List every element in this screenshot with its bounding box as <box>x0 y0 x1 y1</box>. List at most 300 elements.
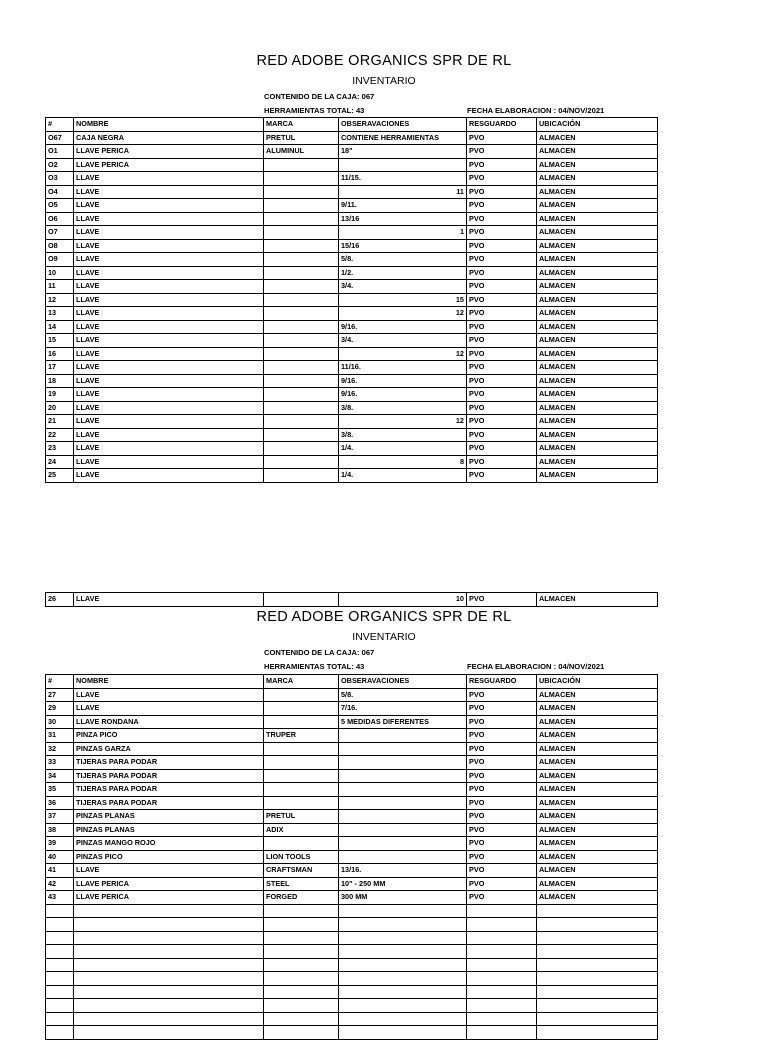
cell-location: ALMACEN <box>537 280 658 294</box>
cell-observations <box>339 837 467 851</box>
cell-location: ALMACEN <box>537 850 658 864</box>
cell-brand: MARCA <box>264 118 339 132</box>
cell-observations: 7/16. <box>339 702 467 716</box>
cell-location: ALMACEN <box>537 877 658 891</box>
cell-number: 29 <box>46 702 74 716</box>
cell-location: ALMACEN <box>537 320 658 334</box>
cell-name: LLAVE RONDANA <box>74 715 264 729</box>
cell-number: 22 <box>46 428 74 442</box>
cell-name: TIJERAS PARA PODAR <box>74 756 264 770</box>
cell-location: ALMACEN <box>537 347 658 361</box>
cell-location: ALMACEN <box>537 226 658 240</box>
table-row <box>46 837 658 851</box>
cell-number <box>46 918 74 932</box>
cell-name: PINZAS MANGO ROJO <box>74 837 264 851</box>
cell-number: 19 <box>46 388 74 402</box>
cell-observations: 11/16. <box>339 361 467 375</box>
cell-observations: 12 <box>339 415 467 429</box>
cell-location: UBICACIÓN <box>537 675 658 689</box>
cell-number: O2 <box>46 158 74 172</box>
cell-number: 23 <box>46 442 74 456</box>
cell-observations <box>339 945 467 959</box>
cell-brand: TRUPER <box>264 729 339 743</box>
cell-name <box>74 958 264 972</box>
cell-location <box>537 918 658 932</box>
cell-location: ALMACEN <box>537 442 658 456</box>
cell-brand <box>264 172 339 186</box>
cell-observations: OBSERAVACIONES <box>339 118 467 132</box>
cell-brand <box>264 401 339 415</box>
cell-custody: RESGUARDO <box>467 675 537 689</box>
cell-observations: 1/4. <box>339 442 467 456</box>
inventory-table <box>45 117 658 483</box>
empty-row <box>46 931 658 945</box>
table-row <box>46 307 658 321</box>
cell-name <box>74 904 264 918</box>
table-row <box>46 334 658 348</box>
cell-brand <box>264 715 339 729</box>
cell-name: LLAVE PERICA <box>74 158 264 172</box>
cell-observations: 9/16. <box>339 388 467 402</box>
cell-name <box>74 1026 264 1040</box>
cell-brand <box>264 904 339 918</box>
cell-custody: PVO <box>467 334 537 348</box>
empty-row <box>46 985 658 999</box>
table-row <box>46 131 658 145</box>
cell-custody: PVO <box>467 729 537 743</box>
cell-number: 41 <box>46 864 74 878</box>
table-row <box>46 347 658 361</box>
tool-total-label: HERRAMIENTAS TOTAL: 43 <box>264 662 365 671</box>
table-row <box>46 688 658 702</box>
cell-observations: 15 <box>339 293 467 307</box>
cell-observations: 18" <box>339 145 467 159</box>
cell-brand <box>264 972 339 986</box>
cell-brand <box>264 239 339 253</box>
cell-custody: PVO <box>467 715 537 729</box>
cell-number: 13 <box>46 307 74 321</box>
cell-observations <box>339 985 467 999</box>
cell-number: 30 <box>46 715 74 729</box>
table-row <box>46 226 658 240</box>
cell-name: NOMBRE <box>74 675 264 689</box>
cell-custody: PVO <box>467 347 537 361</box>
cell-custody: PVO <box>467 428 537 442</box>
cell-brand: PRETUL <box>264 131 339 145</box>
cell-custody <box>467 958 537 972</box>
cell-custody: PVO <box>467 388 537 402</box>
cell-observations <box>339 1012 467 1026</box>
cell-observations <box>339 918 467 932</box>
table-row <box>46 442 658 456</box>
table-row <box>46 401 658 415</box>
cell-observations <box>339 958 467 972</box>
company-title: RED ADOBE ORGANICS SPR DE RL <box>256 53 512 69</box>
document-subtitle: INVENTARIO <box>352 631 416 643</box>
cell-brand: ADIX <box>264 823 339 837</box>
cell-name: TIJERAS PARA PODAR <box>74 783 264 797</box>
table-row <box>46 810 658 824</box>
cell-custody: PVO <box>467 199 537 213</box>
cell-custody: PVO <box>467 455 537 469</box>
cell-name: PINZAS PLANAS <box>74 823 264 837</box>
cell-brand <box>264 293 339 307</box>
cell-custody: PVO <box>467 442 537 456</box>
cell-observations: 8 <box>339 455 467 469</box>
cell-number: 16 <box>46 347 74 361</box>
document-subtitle: INVENTARIO <box>352 75 416 87</box>
table-row <box>46 280 658 294</box>
cell-observations <box>339 904 467 918</box>
cell-location: ALMACEN <box>537 783 658 797</box>
cell-observations: 1 <box>339 226 467 240</box>
cell-name: LLAVE <box>74 702 264 716</box>
cell-number: O1 <box>46 145 74 159</box>
cell-number: 24 <box>46 455 74 469</box>
cell-number: 21 <box>46 415 74 429</box>
cell-custody: PVO <box>467 212 537 226</box>
cell-name: LLAVE <box>74 320 264 334</box>
cell-location: ALMACEN <box>537 823 658 837</box>
cell-custody <box>467 985 537 999</box>
cell-observations: 3/4. <box>339 334 467 348</box>
cell-observations: 12 <box>339 307 467 321</box>
cell-name: LLAVE <box>74 293 264 307</box>
cell-number: O6 <box>46 212 74 226</box>
cell-custody <box>467 904 537 918</box>
cell-observations <box>339 783 467 797</box>
cell-location: ALMACEN <box>537 715 658 729</box>
cell-brand: MARCA <box>264 675 339 689</box>
cell-name: LLAVE <box>74 199 264 213</box>
cell-name: CAJA NEGRA <box>74 131 264 145</box>
cell-location: ALMACEN <box>537 455 658 469</box>
cell-observations: 12 <box>339 347 467 361</box>
cell-number: 32 <box>46 742 74 756</box>
cell-custody: PVO <box>467 266 537 280</box>
cell-brand <box>264 918 339 932</box>
cell-location: ALMACEN <box>537 334 658 348</box>
cell-location: ALMACEN <box>537 131 658 145</box>
cell-brand: PRETUL <box>264 810 339 824</box>
empty-row <box>46 999 658 1013</box>
cell-custody: PVO <box>467 145 537 159</box>
cell-custody <box>467 931 537 945</box>
cell-custody: PVO <box>467 293 537 307</box>
cell-brand <box>264 769 339 783</box>
cell-name: LLAVE <box>74 172 264 186</box>
cell-name: LLAVE <box>74 266 264 280</box>
cell-location: ALMACEN <box>537 145 658 159</box>
cell-brand <box>264 320 339 334</box>
cell-number: 20 <box>46 401 74 415</box>
cell-observations: 3/8. <box>339 401 467 415</box>
empty-row <box>46 918 658 932</box>
cell-custody <box>467 945 537 959</box>
cell-brand <box>264 688 339 702</box>
cell-location: ALMACEN <box>537 688 658 702</box>
cell-location <box>537 985 658 999</box>
cell-brand <box>264 307 339 321</box>
empty-row <box>46 945 658 959</box>
cell-location <box>537 999 658 1013</box>
cell-brand <box>264 280 339 294</box>
cell-observations <box>339 796 467 810</box>
table-row <box>46 891 658 905</box>
cell-observations: OBSERAVACIONES <box>339 675 467 689</box>
cell-custody: PVO <box>467 374 537 388</box>
table-row <box>46 158 658 172</box>
cell-custody: PVO <box>467 469 537 483</box>
cell-number: O7 <box>46 226 74 240</box>
cell-number: 35 <box>46 783 74 797</box>
cell-observations <box>339 810 467 824</box>
cell-location: ALMACEN <box>537 253 658 267</box>
cell-name <box>74 945 264 959</box>
cell-location: ALMACEN <box>537 796 658 810</box>
cell-brand <box>264 212 339 226</box>
cell-name: LLAVE <box>74 442 264 456</box>
cell-name: LLAVE <box>74 864 264 878</box>
cell-brand <box>264 837 339 851</box>
cell-name: LLAVE <box>74 361 264 375</box>
cell-brand <box>264 388 339 402</box>
cell-custody: PVO <box>467 783 537 797</box>
cell-number: 38 <box>46 823 74 837</box>
empty-row <box>46 904 658 918</box>
cell-location: ALMACEN <box>537 891 658 905</box>
cell-observations <box>339 850 467 864</box>
cell-number: 10 <box>46 266 74 280</box>
cell-brand <box>264 1026 339 1040</box>
table-row <box>46 361 658 375</box>
cell-custody: PVO <box>467 239 537 253</box>
cell-number: 36 <box>46 796 74 810</box>
cell-observations <box>339 769 467 783</box>
box-contents-label: CONTENIDO DE LA CAJA: 067 <box>264 648 375 657</box>
cell-name: LLAVE <box>74 401 264 415</box>
table-row <box>46 212 658 226</box>
cell-brand <box>264 985 339 999</box>
cell-brand: FORGED <box>264 891 339 905</box>
cell-number <box>46 1012 74 1026</box>
cell-number: 11 <box>46 280 74 294</box>
cell-location <box>537 1026 658 1040</box>
cell-brand <box>264 1012 339 1026</box>
cell-number: O5 <box>46 199 74 213</box>
cell-location: ALMACEN <box>537 756 658 770</box>
cell-observations: 9/16. <box>339 320 467 334</box>
table-row <box>46 415 658 429</box>
cell-name: TIJERAS PARA PODAR <box>74 796 264 810</box>
cell-number <box>46 985 74 999</box>
empty-row <box>46 1026 658 1040</box>
cell-custody: PVO <box>467 837 537 851</box>
cell-observations: 11 <box>339 185 467 199</box>
cell-number: 25 <box>46 469 74 483</box>
cell-name: LLAVE <box>74 455 264 469</box>
cell-name <box>74 972 264 986</box>
cell-location: ALMACEN <box>537 266 658 280</box>
cell-location: ALMACEN <box>537 374 658 388</box>
table-row <box>46 796 658 810</box>
cell-observations: CONTIENE HERRAMIENTAS <box>339 131 467 145</box>
cell-custody: PVO <box>467 877 537 891</box>
cell-observations <box>339 756 467 770</box>
cell-observations: 5/8. <box>339 253 467 267</box>
cell-number: 33 <box>46 756 74 770</box>
table-row <box>46 293 658 307</box>
table-row <box>46 428 658 442</box>
cell-brand <box>264 442 339 456</box>
table-row <box>46 756 658 770</box>
cell-custody: PVO <box>467 401 537 415</box>
cell-observations <box>339 158 467 172</box>
cell-brand <box>264 347 339 361</box>
cell-number: O3 <box>46 172 74 186</box>
cell-name: LLAVE <box>74 415 264 429</box>
cell-number: O67 <box>46 131 74 145</box>
table-row <box>46 253 658 267</box>
cell-custody: PVO <box>467 172 537 186</box>
table-row <box>46 239 658 253</box>
cell-location: ALMACEN <box>537 864 658 878</box>
cell-name: LLAVE <box>74 185 264 199</box>
cell-brand <box>264 185 339 199</box>
cell-number: 43 <box>46 891 74 905</box>
cell-number: 15 <box>46 334 74 348</box>
cell-custody: PVO <box>467 226 537 240</box>
cell-name: LLAVE <box>74 428 264 442</box>
cell-brand <box>264 999 339 1013</box>
cell-observations: 3/4. <box>339 280 467 294</box>
cell-number <box>46 931 74 945</box>
cell-custody: PVO <box>467 253 537 267</box>
cell-custody: PVO <box>467 185 537 199</box>
cell-name <box>74 1012 264 1026</box>
cell-brand <box>264 226 339 240</box>
cell-name: LLAVE <box>74 374 264 388</box>
cell-brand <box>264 415 339 429</box>
table-row <box>46 593 658 607</box>
cell-name: PINZAS PLANAS <box>74 810 264 824</box>
cell-number: 42 <box>46 877 74 891</box>
cell-location: ALMACEN <box>537 428 658 442</box>
cell-location: ALMACEN <box>537 158 658 172</box>
table-row <box>46 266 658 280</box>
cell-custody: PVO <box>467 891 537 905</box>
cell-observations: 300 MM <box>339 891 467 905</box>
cell-observations <box>339 1026 467 1040</box>
cell-location: ALMACEN <box>537 810 658 824</box>
cell-number: 27 <box>46 688 74 702</box>
cell-number: 18 <box>46 374 74 388</box>
cell-brand: STEEL <box>264 877 339 891</box>
cell-number: 31 <box>46 729 74 743</box>
cell-location: ALMACEN <box>537 293 658 307</box>
cell-brand <box>264 756 339 770</box>
cell-name: LLAVE <box>74 212 264 226</box>
cell-name: LLAVE <box>74 280 264 294</box>
cell-custody: PVO <box>467 850 537 864</box>
cell-brand <box>264 593 339 607</box>
cell-brand: LION TOOLS <box>264 850 339 864</box>
table-row <box>46 783 658 797</box>
cell-observations: 1/4. <box>339 469 467 483</box>
cell-brand <box>264 945 339 959</box>
cell-observations: 5 MEDIDAS DIFERENTES <box>339 715 467 729</box>
table-row <box>46 199 658 213</box>
table-row <box>46 455 658 469</box>
cell-name: NOMBRE <box>74 118 264 132</box>
table-row <box>46 320 658 334</box>
date-label: FECHA ELABORACION : 04/NOV/2021 <box>467 662 605 671</box>
cell-location: ALMACEN <box>537 212 658 226</box>
cell-number: O9 <box>46 253 74 267</box>
cell-number: 14 <box>46 320 74 334</box>
cell-brand <box>264 334 339 348</box>
cell-brand <box>264 361 339 375</box>
cell-custody: PVO <box>467 702 537 716</box>
cell-custody: PVO <box>467 810 537 824</box>
cell-observations <box>339 729 467 743</box>
cell-name: PINZAS GARZA <box>74 742 264 756</box>
cell-observations: 13/16. <box>339 864 467 878</box>
table-row <box>46 850 658 864</box>
cell-observations: 13/16 <box>339 212 467 226</box>
cell-location: ALMACEN <box>537 469 658 483</box>
cell-number <box>46 958 74 972</box>
cell-location: ALMACEN <box>537 172 658 186</box>
cell-custody: PVO <box>467 280 537 294</box>
cell-brand <box>264 796 339 810</box>
cell-location: ALMACEN <box>537 742 658 756</box>
cell-number: 37 <box>46 810 74 824</box>
cell-custody: PVO <box>467 742 537 756</box>
cell-location: ALMACEN <box>537 307 658 321</box>
cell-custody: PVO <box>467 158 537 172</box>
cell-name <box>74 931 264 945</box>
cell-name: LLAVE PERICA <box>74 891 264 905</box>
table-header-row <box>46 675 658 689</box>
cell-observations: 11/15. <box>339 172 467 186</box>
cell-brand <box>264 428 339 442</box>
cell-custody: PVO <box>467 320 537 334</box>
cell-observations <box>339 823 467 837</box>
cell-name: LLAVE <box>74 688 264 702</box>
cell-number: O8 <box>46 239 74 253</box>
cell-observations <box>339 999 467 1013</box>
cell-name: LLAVE <box>74 239 264 253</box>
inventory-table <box>45 674 658 1040</box>
cell-number: # <box>46 675 74 689</box>
table-row <box>46 702 658 716</box>
empty-row <box>46 972 658 986</box>
cell-name <box>74 999 264 1013</box>
cell-location: ALMACEN <box>537 415 658 429</box>
cell-name: TIJERAS PARA PODAR <box>74 769 264 783</box>
cell-name: PINZA PICO <box>74 729 264 743</box>
cell-observations: 15/16 <box>339 239 467 253</box>
table-row <box>46 715 658 729</box>
cell-number <box>46 999 74 1013</box>
cell-custody: PVO <box>467 361 537 375</box>
cell-custody: PVO <box>467 823 537 837</box>
cell-location: ALMACEN <box>537 593 658 607</box>
cell-location: ALMACEN <box>537 769 658 783</box>
cell-brand <box>264 199 339 213</box>
cell-name: LLAVE <box>74 347 264 361</box>
